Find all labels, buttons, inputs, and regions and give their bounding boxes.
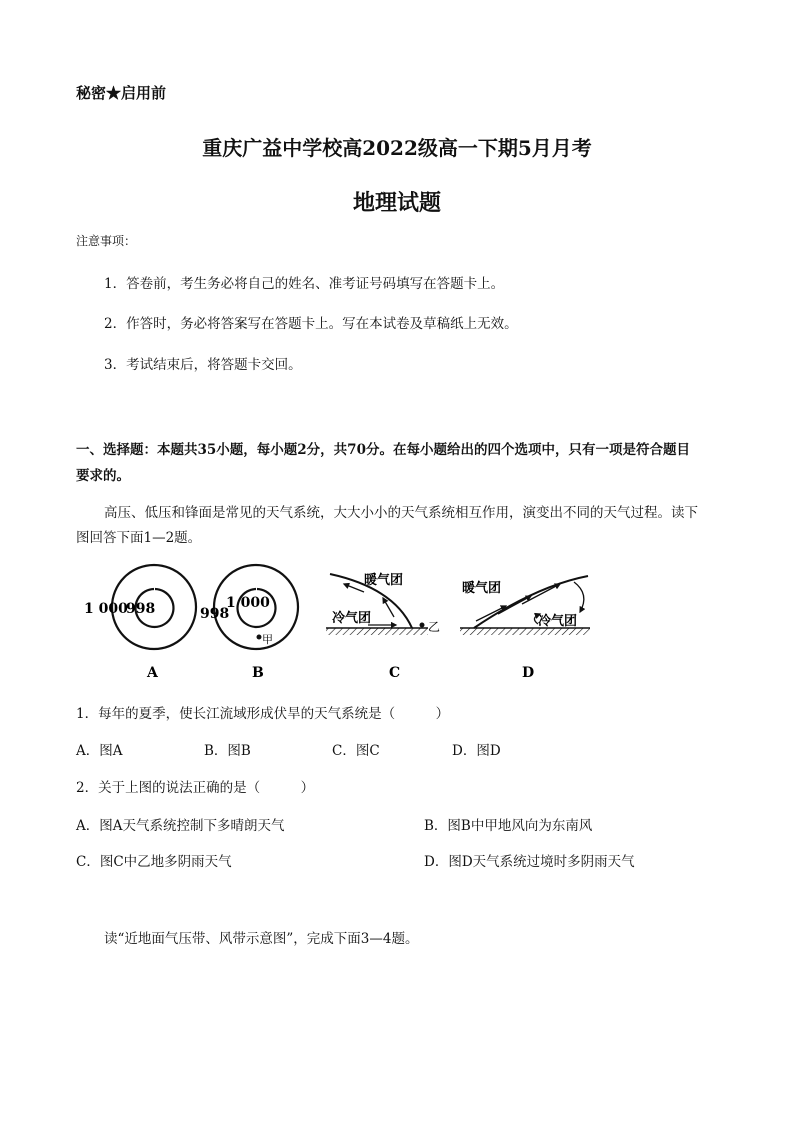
caption-c: C (389, 665, 401, 681)
ground-c (326, 628, 428, 635)
label-c-cold: 冷气团 (332, 611, 372, 626)
note-item-3: 3．考试结束后，将答题卡交回。 (104, 357, 302, 373)
label-b-outer: 998 (200, 606, 230, 622)
caption-d: D (522, 665, 535, 681)
note-item-2: 2．作答时，务必将答案写在答题卡上。写在本试卷及草稿纸上无效。 (104, 316, 518, 332)
label-c-warm: 暖气团 (364, 573, 404, 588)
section-heading-cont: 要求的。 (76, 468, 130, 484)
section-heading: 一、选择题：本题共35小题，每小题2分，共70分。在每小题给出的四个选项中，只有一项是符合题目 (76, 442, 690, 458)
point-yi (420, 623, 425, 628)
weather-systems-figure (76, 562, 596, 687)
question-2-option-a: A．图A天气系统控制下多晴朗天气 (76, 818, 285, 834)
question-2-option-b: B．图B中甲地风向为东南风 (424, 818, 593, 834)
exam-title: 重庆广益中学校高2022级高一下期5月月考 (202, 136, 592, 160)
question-1-stem: 1．每年的夏季，使长江流域形成伏旱的天气系统是（ ） (76, 706, 450, 722)
label-d-warm: 暖气团 (462, 581, 502, 596)
caption-b: B (252, 665, 264, 681)
question-2-option-d: D．图D天气系统过境时多阴雨天气 (424, 854, 635, 870)
weather-systems-diagram (76, 562, 596, 687)
question-1-option-a: A．图A (76, 743, 123, 759)
reading-intro-cont: 图回答下面1—2题。 (76, 530, 202, 546)
label-a-inner: 998 (126, 601, 156, 617)
label-jia: 甲 (262, 633, 273, 646)
question-2-option-c: C．图C中乙地多阴雨天气 (76, 854, 232, 870)
diagram-c-cold-front (326, 572, 440, 681)
question-2-stem: 2．关于上图的说法正确的是（ ） (76, 780, 315, 796)
diagram-d-warm-front (460, 576, 590, 681)
diagram-b-high-pressure (200, 565, 298, 681)
question-1-option-d: D．图D (452, 743, 501, 759)
point-jia (257, 635, 262, 640)
reading-intro: 高压、低压和锋面是常见的天气系统，大大小小的天气系统相互作用，演变出不同的天气过程。读下 (104, 505, 698, 521)
confidential-mark: 秘密★启用前 (76, 84, 167, 102)
notes-heading: 注意事项： (76, 234, 137, 248)
question-1-option-c: C．图C (332, 743, 380, 759)
subject-title: 地理试题 (352, 190, 441, 216)
label-yi: 乙 (428, 620, 441, 634)
ground-d (460, 628, 590, 635)
question-1-option-b: B．图B (204, 743, 251, 759)
label-d-cold: 冷气团 (538, 614, 578, 629)
reading-intro-2: 读“近地面气压带、风带示意图”，完成下面3—4题。 (104, 931, 419, 947)
note-item-1: 1．答卷前，考生务必将自己的姓名、准考证号码填写在答题卡上。 (104, 276, 505, 292)
caption-a: A (147, 665, 158, 681)
label-b-inner: 1 000 (226, 595, 270, 611)
label-a-outer: 1 000 (84, 601, 128, 617)
diagram-a-low-pressure (84, 565, 196, 681)
